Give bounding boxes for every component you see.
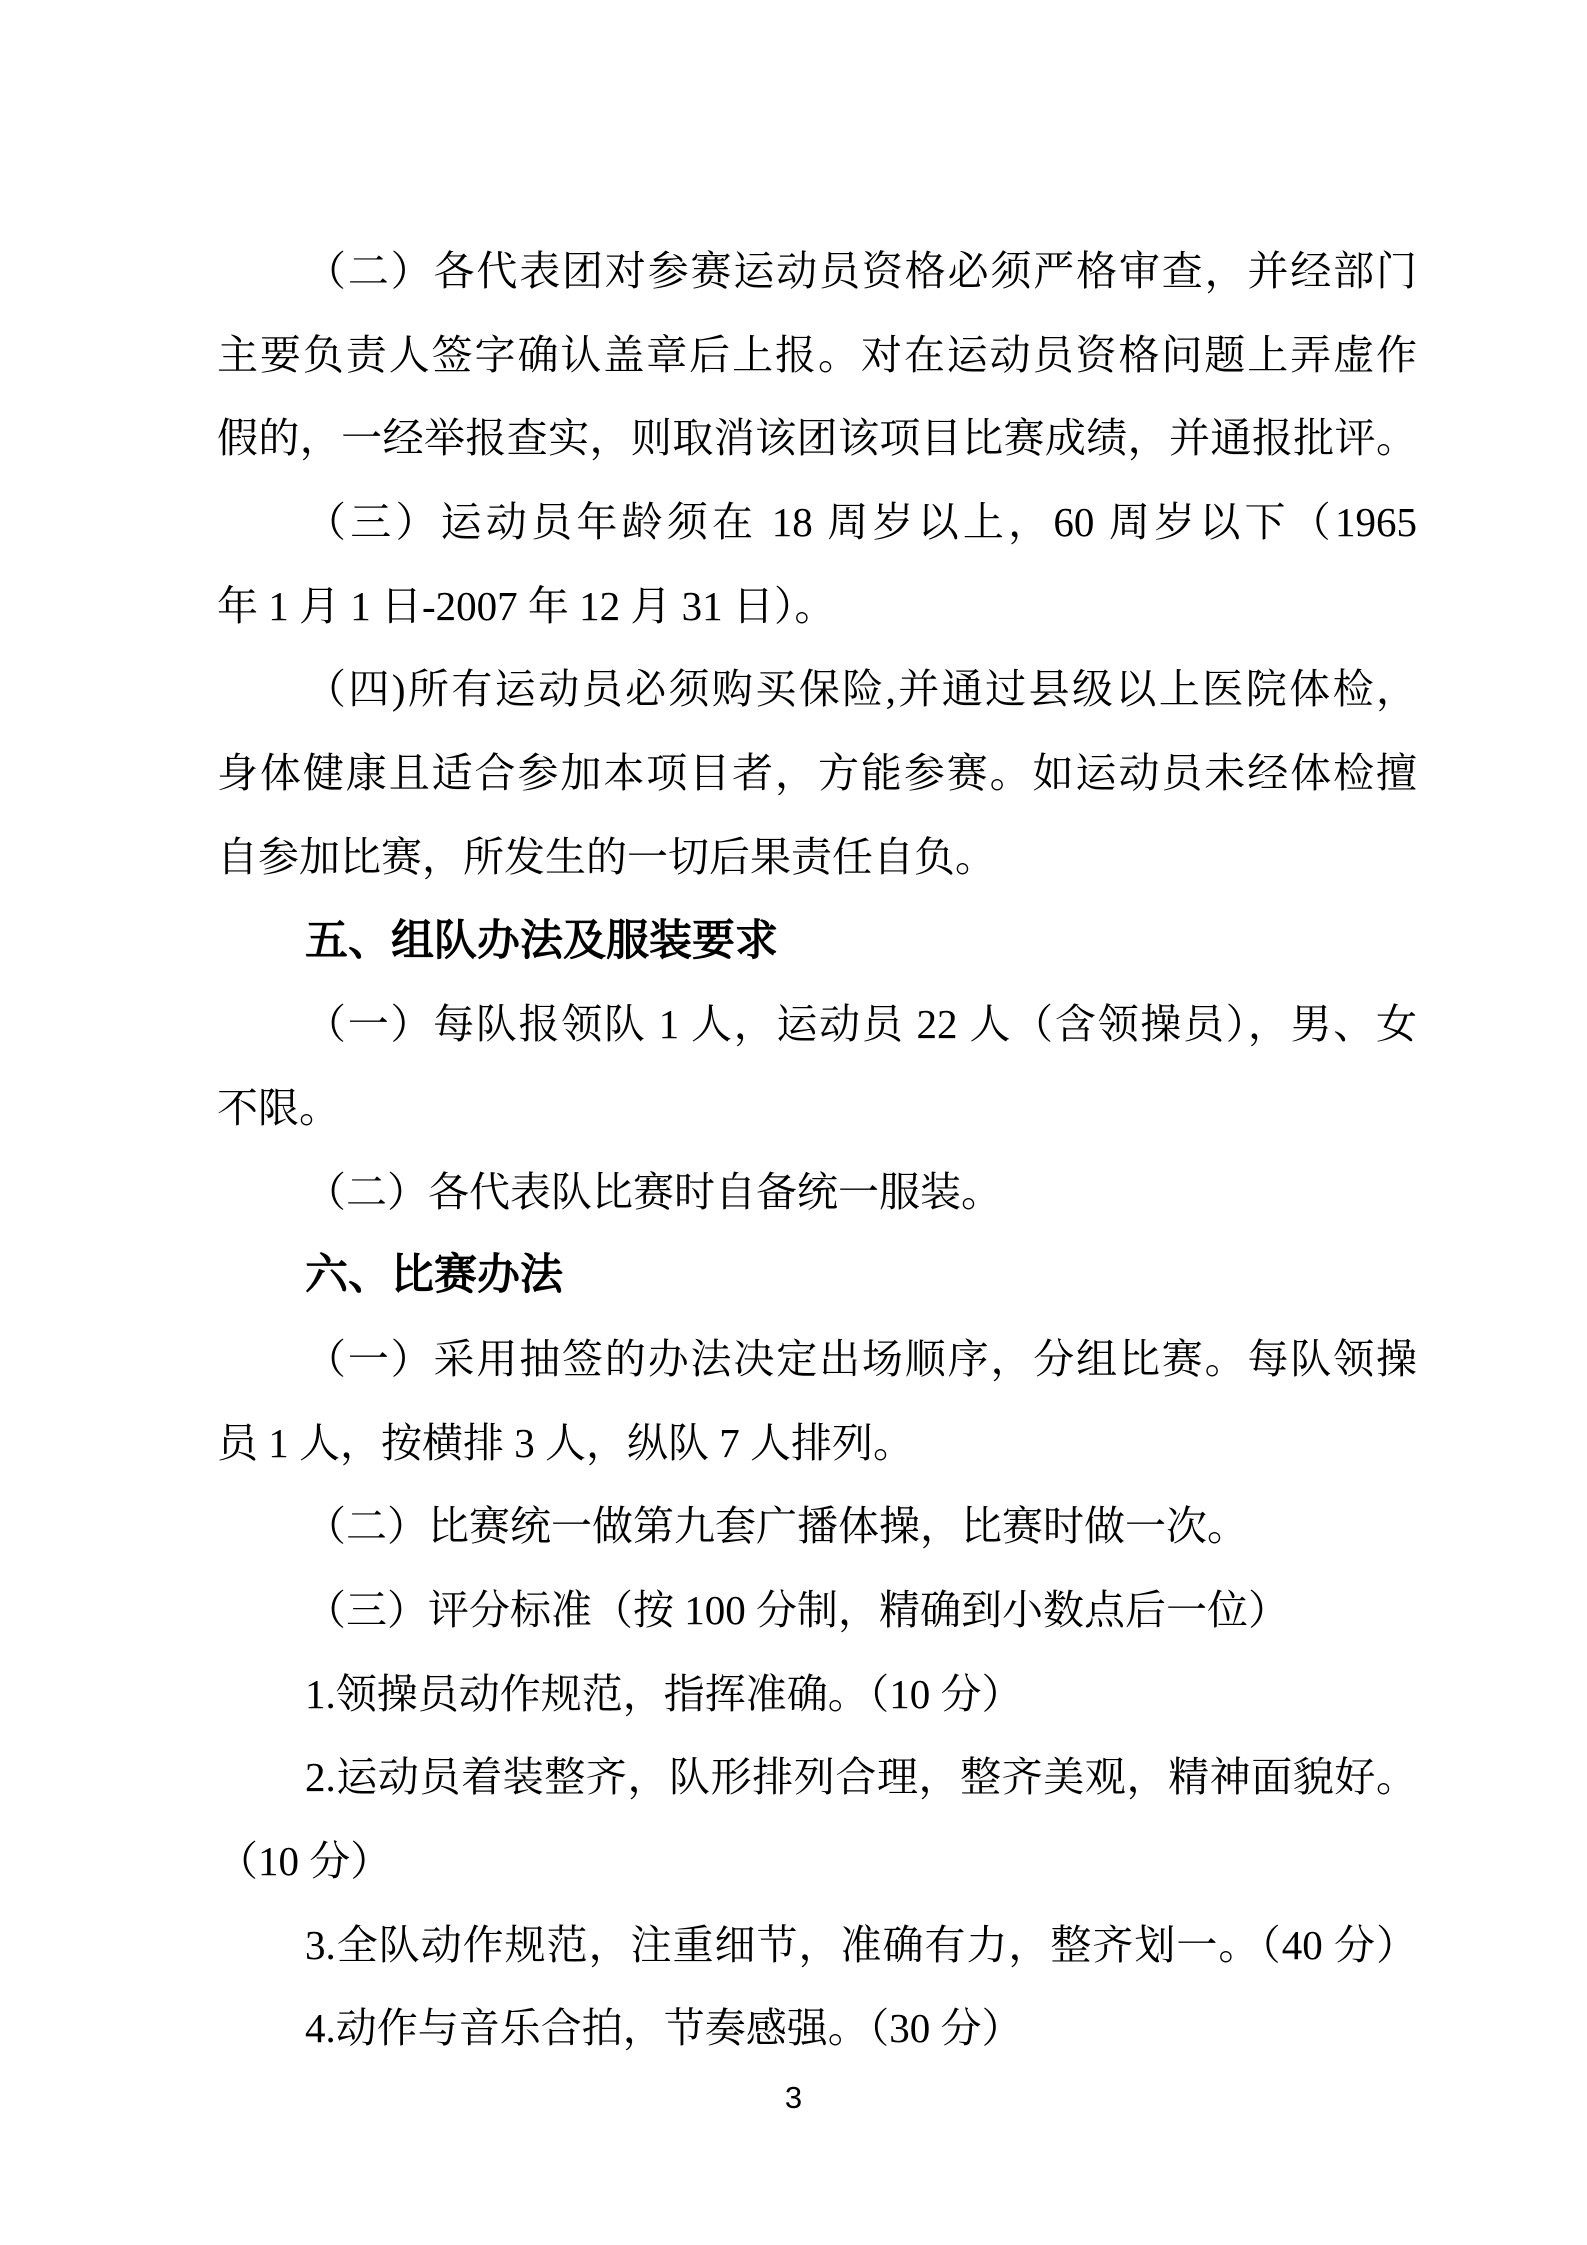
text-line: （二）各代表团对参赛运动员资格必须严格审查，并经部门: [305, 248, 1417, 294]
text-line: 2.运动员着装整齐，队形排列合理，整齐美观，精神面貌好。: [305, 1754, 1417, 1801]
text-line: 身体健康且适合参加本项目者，方能参赛。如运动员未经体检擅: [217, 750, 1417, 797]
text-line: （二）各代表队比赛时自备统一服装。: [305, 1168, 1002, 1215]
text-line: （三）评分标准（按 100 分制，精确到小数点后一位）: [305, 1587, 1289, 1633]
text-line: 假的，一经举报查实，则取消该团该项目比赛成绩，并通报批评。: [217, 415, 1417, 462]
text-line: （一）每队报领队 1 人，运动员 22 人（含领操员），男、女: [305, 1001, 1417, 1048]
text-line: 3.全队动作规范，注重细节，准确有力，整齐划一。（40 分）: [305, 1921, 1417, 1968]
text-line: 年 1 月 1 日-2007 年 12 月 31 日）。: [217, 582, 836, 629]
page-number: 3: [784, 2080, 803, 2115]
text-line: 4.动作与音乐合拍，节奏感强。（30 分）: [305, 2005, 1023, 2052]
section-heading: 六、比赛办法: [305, 1251, 563, 1300]
text-line: （三）运动员年龄须在 18 周岁以上，60 周岁以下（1965: [305, 499, 1417, 546]
text-line: 自参加比赛，所发生的一切后果责任自负。: [217, 833, 996, 880]
text-line: （一）采用抽签的办法决定出场顺序，分组比赛。每队领操: [305, 1335, 1417, 1382]
text-line: 不限。: [217, 1084, 340, 1131]
text-line: （二）比赛统一做第九套广播体操，比赛时做一次。: [305, 1503, 1248, 1550]
text-line: （10 分）: [217, 1838, 392, 1885]
text-line: 员 1 人，按横排 3 人，纵队 7 人排列。: [217, 1419, 914, 1466]
text-line: 主要负责人签字确认盖章后上报。对在运动员资格问题上弄虚作: [217, 331, 1417, 378]
text-line: 1.领操员动作规范，指挥准确。（10 分）: [305, 1670, 1023, 1717]
section-heading: 五、组队办法及服装要求: [305, 916, 778, 965]
text-line: （四)所有运动员必须购买保险,并通过县级以上医院体检，: [305, 666, 1417, 713]
document-body: [217, 230, 1417, 2071]
